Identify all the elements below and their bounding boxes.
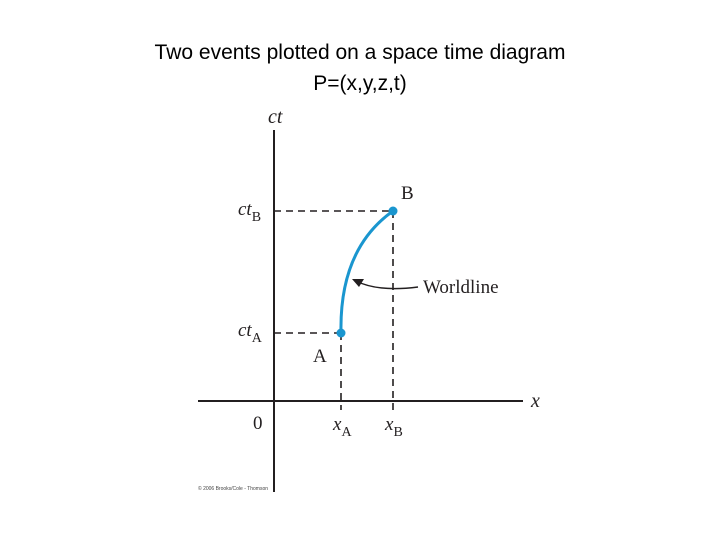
worldline-arrow bbox=[356, 281, 418, 289]
x-b-label: xB bbox=[385, 414, 403, 440]
x-a-label: xA bbox=[333, 414, 352, 440]
x-axis-label: x bbox=[531, 390, 540, 412]
ct-a-label: ctA bbox=[238, 320, 262, 346]
ct-b-label: ctB bbox=[238, 199, 262, 225]
worldline-curve bbox=[341, 211, 393, 333]
slide-subtitle: P=(x,y,z,t) bbox=[313, 72, 407, 95]
origin-label: 0 bbox=[253, 413, 263, 434]
event-b-label: B bbox=[401, 183, 414, 204]
event-a-label: A bbox=[313, 346, 327, 367]
event-a-point bbox=[337, 329, 346, 338]
worldline-label: Worldline bbox=[423, 277, 499, 298]
y-axis-label: ct bbox=[268, 106, 283, 128]
copyright-credit: © 2006 Brooks/Cole - Thomson bbox=[198, 486, 269, 492]
slide-title: Two events plotted on a space time diagram bbox=[154, 41, 566, 64]
event-b-point bbox=[389, 207, 398, 216]
